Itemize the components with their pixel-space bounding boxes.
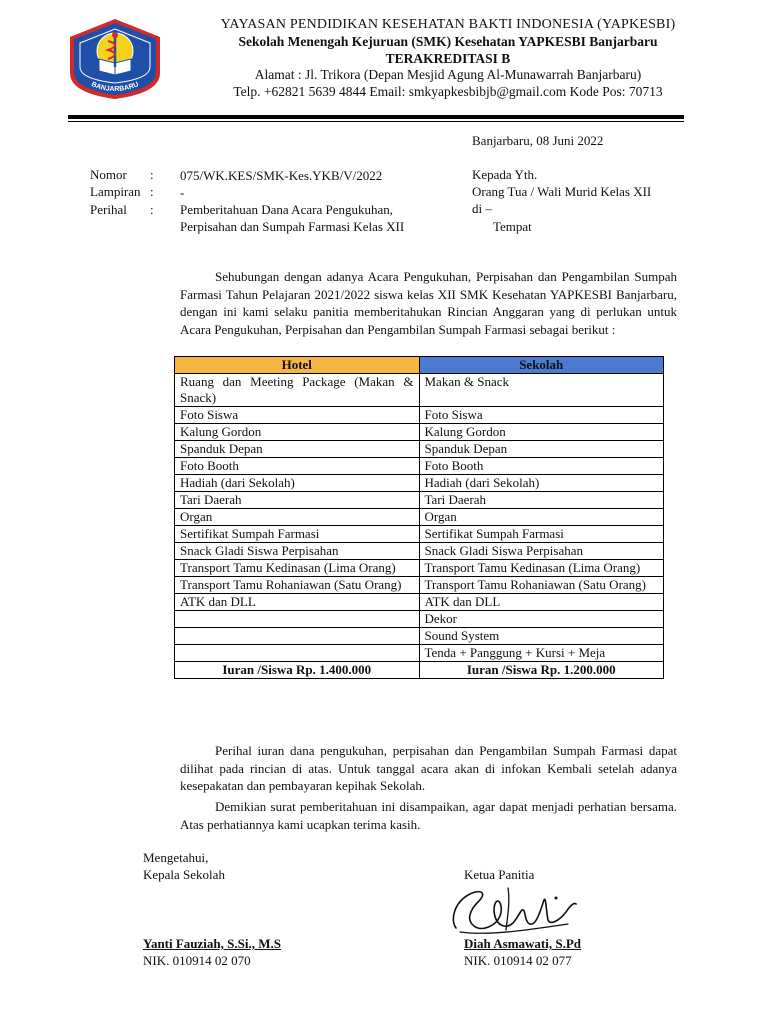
sekolah-item: Dekor — [419, 611, 664, 628]
table-row — [175, 543, 664, 560]
fee-paragraph: Perihal iuran dana pengukuhan, perpisahan dan Pengambilan Sumpah Farmasi dapat dilihat pada rincian di atas. Untuk tanggal acara akan di infokan Kembali setelah adanya kesepakatan dan pembayaran kepihak Sekolah. — [180, 743, 677, 793]
table-row — [175, 611, 664, 628]
sekolah-item: Snack Gladi Siswa Perpisahan — [419, 543, 664, 560]
hotel-item: Kalung Gordon — [175, 424, 420, 441]
principal-name: Yanti Fauziah, S.Si., M.S — [143, 936, 281, 951]
hotel-item: Sertifikat Sumpah Farmasi — [175, 526, 420, 543]
accreditation: TERAKREDITASI B — [385, 51, 511, 66]
perihal-value: Pemberitahuan Dana Acara Pengukuhan, Perpisahan dan Sumpah Farmasi Kelas XII — [180, 202, 405, 234]
sekolah-item: Spanduk Depan — [419, 441, 664, 458]
hotel-item — [175, 628, 420, 645]
table-row — [175, 407, 664, 424]
sekolah-item: Sertifikat Sumpah Farmasi — [419, 526, 664, 543]
sekolah-item: Transport Tamu Rohaniawan (Satu Orang) — [419, 577, 664, 594]
nomor-value: 075/WK.KES/SMK-Kes.YKB/V/2022 — [180, 168, 383, 183]
acknowledged-label: Mengetahui, — [143, 850, 209, 865]
opening-paragraph: Sehubungan dengan adanya Acara Pengukuhan, Perpisahan dan Pengambilan Sumpah Farmasi Tahun Pelajaran 2021/2022 siswa kelas XII SMK Kesehatan YAPKESBI Banjarbaru, dengan ini kami selaku panitia memberitahukan Rincian Anggaran yang di perlukan untuk Acara Pengukuhan, Perpisahan dan Pengambilan Sumpah Farmasi sebagai berikut : — [180, 269, 677, 337]
school-address: Alamat : Jl. Trikora (Depan Mesjid Agung Al-Munawarrah Banjarbaru) — [254, 67, 642, 82]
sekolah-item: Organ — [419, 509, 664, 526]
recipient-place: Tempat — [493, 219, 532, 234]
budget-table — [174, 356, 664, 679]
table-row — [175, 424, 664, 441]
letter-date: Banjarbaru, 08 Juni 2022 — [472, 133, 604, 148]
recipient-greeting: Kepada Yth. — [472, 167, 538, 182]
perihal-label: Perihal — [90, 202, 127, 217]
nomor-label: Nomor — [90, 167, 127, 182]
table-body — [175, 374, 664, 662]
principal-nik: NIK. 010914 02 070 — [143, 953, 251, 968]
closing-paragraph: Demikian surat pemberitahuan ini disampaikan, agar dapat menjadi perhatian bersama. Atas perhatiannya kami ucapkan terima kasih. — [180, 799, 677, 832]
principal-title: Kepala Sekolah — [143, 867, 225, 882]
sekolah-item: Sound System — [419, 628, 664, 645]
table-row — [175, 509, 664, 526]
hotel-item: Organ — [175, 509, 420, 526]
letterhead-rule-thin — [68, 121, 684, 122]
table-row — [175, 526, 664, 543]
table-row — [175, 594, 664, 611]
committee-chair-nik: NIK. 010914 02 077 — [464, 953, 572, 968]
handwritten-signature — [448, 880, 580, 940]
hotel-item: Foto Siswa — [175, 407, 420, 424]
school-contact: Telp. +62821 5639 4844 Email: smkyapkesbibjb@gmail.com Kode Pos: 70713 — [233, 84, 663, 99]
sekolah-item: Tenda + Panggung + Kursi + Meja — [419, 645, 664, 662]
hotel-item: Snack Gladi Siswa Perpisahan — [175, 543, 420, 560]
total-hotel: Iuran /Siswa Rp. 1.400.000 — [175, 662, 420, 679]
sekolah-item: Hadiah (dari Sekolah) — [419, 475, 664, 492]
total-sekolah: Iuran /Siswa Rp. 1.200.000 — [419, 662, 664, 679]
header-hotel: Hotel — [175, 357, 420, 374]
sekolah-item: ATK dan DLL — [419, 594, 664, 611]
table-row — [175, 374, 664, 407]
hotel-item: Transport Tamu Kedinasan (Lima Orang) — [175, 560, 420, 577]
committee-chair-name: Diah Asmawati, S.Pd — [464, 936, 582, 951]
hotel-item: ATK dan DLL — [175, 594, 420, 611]
table-row — [175, 492, 664, 509]
lampiran-colon: : — [150, 184, 154, 199]
sekolah-item: Foto Booth — [419, 458, 664, 475]
table-header-row — [175, 357, 664, 374]
hotel-item: Spanduk Depan — [175, 441, 420, 458]
table-total-row — [175, 662, 664, 679]
foundation-name: YAYASAN PENDIDIKAN KESEHATAN BAKTI INDONESIA (YAPKESBI) — [220, 17, 676, 32]
svg-text:BANJARBARU: BANJARBARU — [90, 81, 140, 94]
lampiran-value: - — [180, 185, 185, 200]
table-row — [175, 628, 664, 645]
table-row — [175, 577, 664, 594]
table-row — [175, 441, 664, 458]
lampiran-label: Lampiran — [90, 184, 141, 199]
hotel-item: Tari Daerah — [175, 492, 420, 509]
sekolah-item: Makan & Snack — [419, 374, 664, 407]
committee-chair-title: Ketua Panitia — [464, 867, 535, 882]
school-name: Sekolah Menengah Kejuruan (SMK) Kesehatan YAPKESBI Banjarbaru — [238, 34, 658, 49]
letterhead-rule-thick — [68, 115, 684, 119]
table-row — [175, 458, 664, 475]
recipient-at: di – — [472, 201, 492, 216]
hotel-item: Transport Tamu Rohaniawan (Satu Orang) — [175, 577, 420, 594]
sekolah-item: Foto Siswa — [419, 407, 664, 424]
header-sekolah: Sekolah — [419, 357, 664, 374]
hotel-item — [175, 611, 420, 628]
school-logo-icon — [66, 17, 164, 101]
table-row — [175, 645, 664, 662]
sekolah-item: Kalung Gordon — [419, 424, 664, 441]
hotel-item — [175, 645, 420, 662]
hotel-item: Hadiah (dari Sekolah) — [175, 475, 420, 492]
hotel-item: Ruang dan Meeting Package (Makan & Snack) — [175, 374, 420, 407]
nomor-colon: : — [150, 167, 154, 182]
sekolah-item: Tari Daerah — [419, 492, 664, 509]
table-row — [175, 475, 664, 492]
hotel-item: Foto Booth — [175, 458, 420, 475]
perihal-colon: : — [150, 202, 154, 217]
sekolah-item: Transport Tamu Kedinasan (Lima Orang) — [419, 560, 664, 577]
table-row — [175, 560, 664, 577]
recipient-name: Orang Tua / Wali Murid Kelas XII — [472, 184, 652, 199]
